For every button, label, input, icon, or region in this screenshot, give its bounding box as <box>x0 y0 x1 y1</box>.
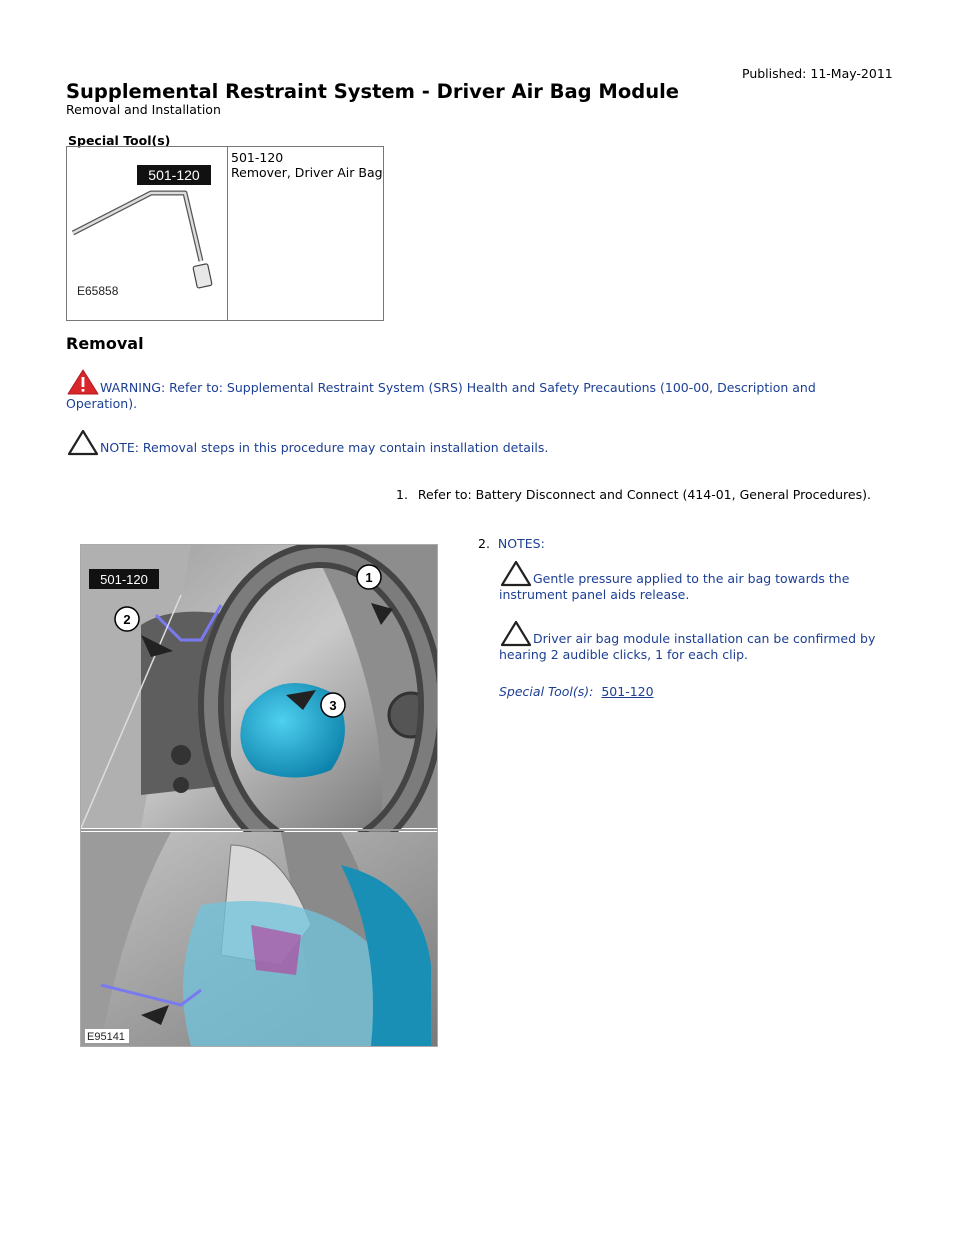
warning-icon <box>66 368 100 396</box>
step-1 <box>396 487 871 503</box>
special-tools-label: Special Tool(s) <box>68 133 171 148</box>
special-tool-link[interactable]: 501-120 <box>601 684 654 699</box>
callout-2: 2 <box>123 612 131 627</box>
step-2-note-1 <box>499 559 889 603</box>
tool-illustration <box>67 147 225 319</box>
note-icon <box>499 559 533 587</box>
step-2-note-1-text: Gentle pressure applied to the air bag towards the instrument panel aids release. <box>499 571 850 602</box>
step-2-number: 2. <box>478 536 490 551</box>
tool-name: Remover, Driver Air Bag <box>231 165 383 180</box>
procedure-figure <box>80 544 438 1047</box>
tool-image-code: E65858 <box>77 284 119 298</box>
page-subtitle: Removal and Installation <box>66 102 221 117</box>
step-2-note-2-text: Driver air bag module installation can be confirmed by hearing 2 audible clicks, 1 for each clip. <box>499 631 876 662</box>
page-title: Supplemental Restraint System - Driver Air Bag Module <box>66 80 679 103</box>
warning-block <box>66 368 846 412</box>
figure-image-code: E95141 <box>87 1031 125 1043</box>
special-tool-label: Special Tool(s): <box>499 684 594 699</box>
published-date: Published: 11-May-2011 <box>742 66 893 81</box>
step-2-note-2 <box>499 619 889 663</box>
tool-description <box>231 150 383 180</box>
tool-image-cell <box>67 147 228 320</box>
tool-image-label: 501-120 <box>148 167 200 183</box>
tool-number: 501-120 <box>231 150 284 165</box>
step-1-number: 1. <box>396 487 408 502</box>
special-tools-table <box>66 146 384 321</box>
note-icon <box>499 619 533 647</box>
callout-3: 3 <box>329 698 337 713</box>
warning-text: WARNING: Refer to: Supplemental Restraint System (SRS) Health and Safety Precautions (100-00, Description and Operation). <box>66 380 816 411</box>
figure-tool-tag: 501-120 <box>100 572 148 587</box>
step-2-notes-label: NOTES: <box>497 536 545 551</box>
airbag-illustration <box>81 545 437 1046</box>
note-block <box>66 428 846 456</box>
note-text: NOTE: Removal steps in this procedure may contain installation details. <box>100 440 549 455</box>
callout-1: 1 <box>365 570 373 585</box>
step-1-text: Refer to: Battery Disconnect and Connect (414-01, General Procedures). <box>417 487 871 502</box>
step-2-special-tool <box>499 684 654 700</box>
step-2 <box>478 536 888 552</box>
note-icon <box>66 428 100 456</box>
removal-heading: Removal <box>66 334 144 353</box>
